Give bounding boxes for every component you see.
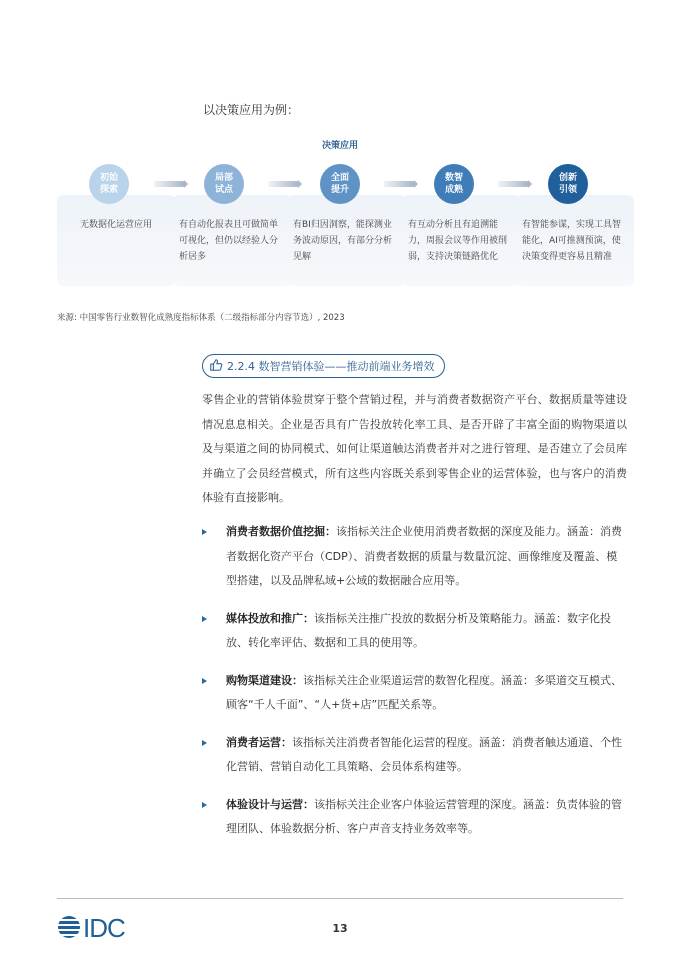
stage-label: 探索 bbox=[99, 185, 118, 195]
bullet-triangle-icon bbox=[202, 529, 207, 535]
page-number: 13 bbox=[332, 922, 348, 935]
arrow-icon bbox=[498, 181, 528, 187]
stage-card-2 bbox=[173, 195, 291, 286]
body-paragraph: 零售企业的营销体验贯穿于整个营销过程，并与消费者数据资产平台、数据质量等建设情况息息相关。企业是否具有广告投放转化率工具、是否开辟了丰富全面的购物渠道以及与渠道之间的协同模式、如何让渠道触达消费者并对之进行管理、是否建立了会员库并确立了会员经营模式，所有这些内容既关系到零售企业的运营体验，也与客户的消费体验有直接影响。 bbox=[202, 393, 627, 504]
stage-label: 成熟 bbox=[444, 185, 463, 195]
bullet-triangle-icon bbox=[202, 678, 207, 684]
indicator-list bbox=[202, 520, 627, 855]
list-item-term: 购物渠道建设： bbox=[226, 673, 303, 687]
bullet-triangle-icon bbox=[202, 616, 207, 622]
thumbs-up-icon bbox=[209, 358, 223, 375]
list-item bbox=[202, 607, 627, 656]
logo-wordmark: IDC bbox=[83, 913, 125, 943]
list-item-text: 该指标关注消费者智能化运营的程度。涵盖：消费者触达通道、个性化营销、营销自动化工具策略、会员体系构建等。 bbox=[226, 735, 622, 773]
stage-label: 局部 bbox=[214, 173, 233, 183]
list-item-text: 该指标关注企业客户体验运营管理的深度。涵盖：负责体验的管理团队、体验数据分析、客户声音支持业务效率等。 bbox=[226, 797, 622, 835]
bullet-triangle-icon bbox=[202, 802, 207, 808]
section-title: 2.2.4 数智营销体验——推动前端业务增效 bbox=[227, 360, 435, 373]
list-item-text: 该指标关注推广投放的数据分析及策略能力。涵盖：数字化投放、转化率评估、数据和工具的使用等。 bbox=[226, 611, 611, 649]
stage-card-5 bbox=[516, 195, 634, 286]
section-heading bbox=[202, 354, 445, 378]
stage-description: 有自动化报表且可做简单可视化，但仍以经验人分析居多 bbox=[179, 220, 279, 262]
list-item-term: 消费者运营： bbox=[226, 735, 292, 749]
diagram-title: 决策应用 bbox=[321, 141, 358, 151]
list-item-text: 该指标关注企业使用消费者数据的深度及能力。涵盖：消费者数据化资产平台（CDP）、消费者数据的质量与数量沉淀、画像维度及覆盖、模型搭建，以及品牌私域+公域的数据融合应用等。 bbox=[226, 525, 622, 587]
stage-description: 有BI归因洞察，能探测业务波动原因，有部分分析见解 bbox=[293, 220, 393, 262]
stage-description: 有智能参谋，实现工具智能化，AI可推测预演，使决策变得更容易且精准 bbox=[522, 220, 622, 262]
stage-label: 全面 bbox=[330, 173, 349, 183]
stage-badge-2 bbox=[204, 164, 244, 204]
stage-badge-3 bbox=[320, 164, 360, 204]
stage-label: 初始 bbox=[99, 173, 118, 183]
source-note: 来源: 中国零售行业数智化成熟度指标体系（二级指标部分内容节选）, 2023 bbox=[57, 313, 345, 323]
list-item bbox=[202, 731, 627, 780]
stage-card-4 bbox=[402, 195, 520, 286]
stage-label: 提升 bbox=[330, 185, 349, 195]
stage-badge-4 bbox=[434, 164, 474, 204]
list-item-text: 该指标关注企业渠道运营的数智化程度。涵盖：多渠道交互模式、顾客“千人千面”、“人+货+店”匹配关系等。 bbox=[226, 673, 622, 711]
stage-label: 试点 bbox=[214, 185, 233, 195]
arrow-icon bbox=[268, 181, 298, 187]
intro-text: 以决策应用为例： bbox=[203, 103, 300, 117]
stage-card-3 bbox=[287, 195, 405, 286]
list-item-term: 消费者数据价值挖掘： bbox=[226, 525, 336, 538]
list-item bbox=[202, 669, 627, 718]
list-item bbox=[202, 793, 627, 842]
list-item bbox=[202, 520, 627, 594]
stage-description: 有互动分析且有追溯能力，周报会议等作用被削弱，支持决策链路优化 bbox=[408, 220, 508, 262]
stage-description: 无数据化运营应用 bbox=[79, 220, 152, 230]
stage-label: 创新 bbox=[558, 173, 577, 183]
footer-divider bbox=[57, 898, 623, 899]
bullet-triangle-icon bbox=[202, 740, 207, 746]
list-item-term: 媒体投放和推广： bbox=[226, 611, 314, 625]
arrow-icon bbox=[384, 181, 414, 187]
list-item-term: 体验设计与运营： bbox=[226, 797, 314, 811]
arrow-icon bbox=[154, 181, 184, 187]
stage-badge-1 bbox=[89, 164, 129, 204]
stage-card-1 bbox=[57, 195, 175, 286]
stage-label: 数智 bbox=[444, 173, 463, 183]
stage-label: 引领 bbox=[558, 185, 577, 195]
stage-badge-5 bbox=[548, 164, 588, 204]
